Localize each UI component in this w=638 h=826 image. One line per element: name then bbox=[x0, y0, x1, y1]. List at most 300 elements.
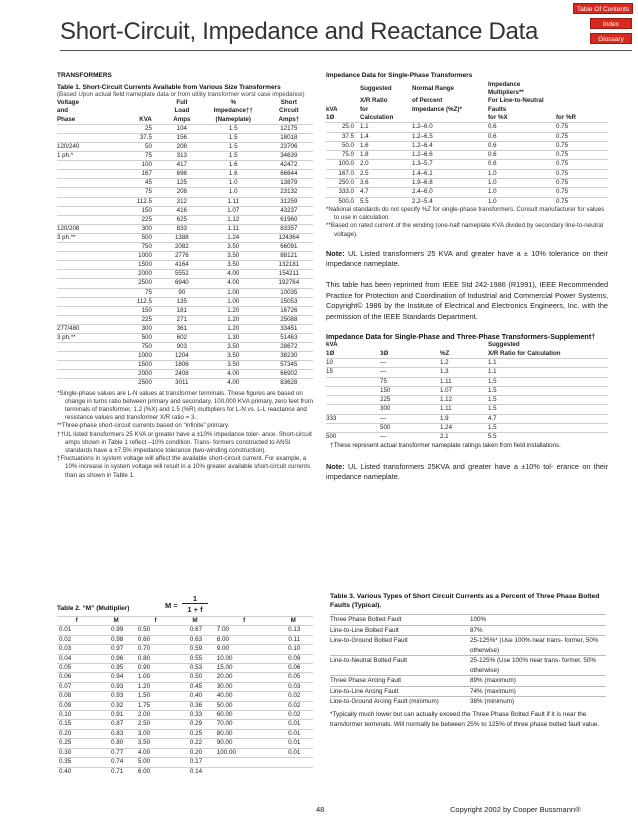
title-rule bbox=[60, 50, 632, 51]
table-row bbox=[57, 224, 313, 233]
supplement-cell: 1.24 bbox=[440, 424, 488, 433]
table2-cell: 0.02 bbox=[274, 701, 313, 710]
impedance-cell: 3.6 bbox=[360, 179, 412, 188]
table1-cell: 50 bbox=[118, 143, 162, 152]
page-title: Short-Circuit, Impedance and Reactance Data bbox=[60, 18, 539, 45]
table2-cell bbox=[274, 767, 313, 776]
table-row bbox=[57, 758, 313, 767]
table1-cell: 1.00 bbox=[202, 297, 265, 306]
table2-cell: 2.50 bbox=[136, 720, 175, 729]
table2 bbox=[57, 616, 313, 776]
table1-cell: 66091 bbox=[265, 243, 313, 252]
table-row bbox=[57, 626, 313, 635]
impedance-cell: 0.6 bbox=[488, 151, 556, 160]
table1-cell: 3011 bbox=[162, 379, 202, 388]
table1-cell: 3.50 bbox=[202, 361, 265, 370]
impedance-cell: 0.75 bbox=[556, 169, 608, 178]
table2-cell: 1.00 bbox=[136, 673, 175, 682]
table1-cell: 208 bbox=[162, 188, 202, 197]
table-row bbox=[57, 252, 313, 261]
table2-cell: 0.70 bbox=[136, 645, 175, 654]
table-row bbox=[330, 656, 606, 676]
table1-cell: 66902 bbox=[265, 370, 313, 379]
impedance-cell: 1.0 bbox=[488, 179, 556, 188]
table1-footnotes bbox=[57, 390, 313, 480]
table-row bbox=[57, 279, 313, 288]
table2-cell: 0.09 bbox=[57, 701, 96, 710]
supplement-cell: 1.11 bbox=[440, 377, 488, 386]
impedance-cell: 2.4–6.0 bbox=[412, 188, 488, 197]
table1-cell: 1000 bbox=[118, 352, 162, 361]
table2-cell: 0.15 bbox=[57, 720, 96, 729]
impedance-header-cell: X/R Ratio bbox=[360, 97, 388, 105]
group-label bbox=[57, 370, 118, 379]
table1-cell: 42472 bbox=[265, 161, 313, 170]
table2-cell: 50.00 bbox=[215, 701, 274, 710]
table-row bbox=[57, 767, 313, 776]
table1-cell: 132181 bbox=[265, 261, 313, 270]
table-row bbox=[326, 386, 608, 395]
table-row bbox=[326, 197, 608, 206]
footnote-text: Based on rated current of the winding (one-half nameplate KVA divided by secondary line-to-neutral voltage). bbox=[330, 222, 604, 238]
table2-cell: 0.35 bbox=[57, 758, 96, 767]
supplement-cell: 500 bbox=[326, 433, 380, 442]
table2-cell: 0.33 bbox=[175, 711, 214, 720]
table-row bbox=[57, 654, 313, 663]
table2-cell: 0.98 bbox=[96, 635, 135, 644]
table1-cell: 90 bbox=[162, 288, 202, 297]
table1-cell: 416 bbox=[162, 206, 202, 215]
table1-header-row bbox=[57, 107, 313, 115]
impedance-cell: 1.1 bbox=[360, 123, 412, 132]
impedance-cell: 1.8 bbox=[360, 151, 412, 160]
table1-cell: 150 bbox=[118, 306, 162, 315]
table1-cell: 300 bbox=[118, 324, 162, 333]
table-row bbox=[57, 370, 313, 379]
impedance-cell: 1.2–6.0 bbox=[412, 123, 488, 132]
table2-cell: 0.53 bbox=[175, 664, 214, 673]
table-row bbox=[57, 197, 313, 206]
impedance-header-cell bbox=[412, 114, 488, 123]
table-row bbox=[57, 215, 313, 224]
impedance-cell: 0.75 bbox=[556, 160, 608, 169]
table2-cell: 0.08 bbox=[57, 692, 96, 701]
footnote-mark: * bbox=[57, 389, 60, 397]
group-label bbox=[57, 379, 118, 388]
supplement-cell: 5.5 bbox=[488, 433, 608, 442]
table2-cell: 3.50 bbox=[136, 739, 175, 748]
impedance-cell: 0.75 bbox=[556, 141, 608, 150]
table-row bbox=[326, 123, 608, 132]
table2-cell: 40.00 bbox=[215, 692, 274, 701]
supplement-cell: 1.5 bbox=[488, 396, 608, 405]
table2-cell: 70.00 bbox=[215, 720, 274, 729]
table1-header-cell: Amps bbox=[173, 115, 191, 123]
supplement-cell: — bbox=[380, 358, 440, 367]
supplement-cell: 300 bbox=[380, 405, 440, 414]
impedance-cell: 4.7 bbox=[360, 188, 412, 197]
supplement-cell: 225 bbox=[380, 396, 440, 405]
table1-cell: 10035 bbox=[265, 288, 313, 297]
table1-header-cell: (Nameplate) bbox=[215, 115, 251, 123]
table-row bbox=[57, 379, 313, 388]
table-row bbox=[326, 396, 608, 405]
table1-cell: 38230 bbox=[265, 352, 313, 361]
group-label bbox=[57, 315, 118, 324]
table1-cell: 1.00 bbox=[202, 288, 265, 297]
table2-header-cell: f bbox=[215, 617, 274, 626]
table1-cell: 1.20 bbox=[202, 315, 265, 324]
table1-cell: 833 bbox=[162, 224, 202, 233]
table-row bbox=[57, 315, 313, 324]
section-heading: TRANSFORMERS bbox=[57, 72, 112, 79]
table1-cell: 15053 bbox=[265, 297, 313, 306]
table1-cell: 3.50 bbox=[202, 252, 265, 261]
table1-cell: 1.30 bbox=[202, 333, 265, 342]
table1-cell: 602 bbox=[162, 333, 202, 342]
supplement-cell: 1.2 bbox=[440, 358, 488, 367]
formula-denominator: 1 + f bbox=[187, 605, 203, 614]
impedance-cell: 1.6 bbox=[360, 141, 412, 150]
table2-cell: 0.13 bbox=[274, 626, 313, 635]
impedance-header-cell: of Percent bbox=[412, 97, 443, 105]
formula-numerator: 1 bbox=[182, 594, 208, 604]
table2-cell: 0.63 bbox=[175, 635, 214, 644]
group-label bbox=[57, 161, 118, 170]
group-label bbox=[57, 261, 118, 270]
fault-type: Line-to-Neutral Bolted Fault bbox=[330, 656, 470, 676]
table2-cell: 0.02 bbox=[57, 635, 96, 644]
supplement-cell: 1.12 bbox=[440, 396, 488, 405]
impedance-cell: 1.3–5.7 bbox=[412, 160, 488, 169]
table1-cell: 88121 bbox=[265, 252, 313, 261]
group-label bbox=[57, 297, 118, 306]
table1-header-cell: Voltage bbox=[57, 99, 79, 107]
table1-cell: 124364 bbox=[265, 233, 313, 242]
impedance-footnotes bbox=[326, 206, 608, 239]
table1-cell: 750 bbox=[118, 343, 162, 352]
table2-cell: 0.96 bbox=[96, 654, 135, 663]
table1-cell: 112.5 bbox=[118, 197, 162, 206]
group-label: 1 ph.* bbox=[57, 152, 118, 161]
impedance-cell: 1.2–6.5 bbox=[412, 132, 488, 141]
impedance-header-cell: kVA bbox=[326, 105, 338, 113]
table3-block bbox=[330, 592, 606, 730]
table2-header-row bbox=[57, 617, 313, 626]
supplement-cell: 1.5 bbox=[488, 386, 608, 395]
table2-cell: 0.36 bbox=[175, 701, 214, 710]
table1-cell: 2000 bbox=[118, 370, 162, 379]
table3 bbox=[330, 614, 606, 707]
supplement-cell: — bbox=[380, 433, 440, 442]
table2-header-cell: f bbox=[57, 617, 96, 626]
note-2 bbox=[326, 462, 608, 483]
fault-percent: 25-125% (Use 100% near trans- former, 50% otherwise) bbox=[470, 656, 606, 676]
table1-cell: 5552 bbox=[162, 270, 202, 279]
table-row bbox=[57, 152, 313, 161]
table-row bbox=[57, 664, 313, 673]
table1-cell: 500 bbox=[118, 233, 162, 242]
impedance-cell: 0.75 bbox=[556, 132, 608, 141]
table-row bbox=[57, 343, 313, 352]
table1-cell: 135 bbox=[162, 297, 202, 306]
table1-cell: 34639 bbox=[265, 152, 313, 161]
table-row bbox=[57, 297, 313, 306]
table2-cell: 0.94 bbox=[96, 673, 135, 682]
footnote-text: Fluctuations in system voltage will affect the available short-circuit current. For example, a 10% increase in system voltage will result in a 10% greater available short-circuit currents than as shown in Table 1. bbox=[60, 455, 311, 479]
table1-cell: 625 bbox=[162, 215, 202, 224]
table2-cell: 0.59 bbox=[175, 645, 214, 654]
table1-header-cell: Phase bbox=[57, 115, 76, 123]
table1-cell: 300 bbox=[118, 224, 162, 233]
impedance-header-row bbox=[326, 97, 608, 105]
fault-type: Three Phase Arcing Fault bbox=[330, 676, 470, 687]
table1-header-row bbox=[57, 116, 313, 125]
supplement-cell bbox=[326, 424, 380, 433]
table1-header-cell: % bbox=[230, 99, 236, 107]
table-row bbox=[330, 636, 606, 656]
impedance-header-cell: for bbox=[360, 105, 369, 113]
impedance-cell: 0.75 bbox=[556, 188, 608, 197]
table1-cell: 61960 bbox=[265, 215, 313, 224]
table1-cell: 361 bbox=[162, 324, 202, 333]
table2-cell: 0.60 bbox=[136, 635, 175, 644]
table1-cell: 154211 bbox=[265, 270, 313, 279]
note-2-text: UL Listed transformers 25KVA and greater have a ±10% tol- erance on their impedance nameplate. bbox=[326, 461, 608, 482]
table1-cell: 57345 bbox=[265, 361, 313, 370]
table1-header-cell: Amps† bbox=[278, 115, 300, 123]
table1-cell: 750 bbox=[118, 243, 162, 252]
reprint-paragraph: This table has been reprinted from IEEE Std 242-1986 (R1991), IEEE Recommended Practice for Protection and Coordination of Industrial and Commercial Power Systems, Copyright© 1986 by the Institute of Electrical and Electronics Engineers, Inc. with the permission of the IEEE Standards Department. bbox=[326, 279, 608, 321]
impedance-header-cell: Calculation bbox=[360, 114, 394, 122]
supplement-cell: 1.5 bbox=[488, 405, 608, 414]
group-label bbox=[57, 170, 118, 179]
table2-cell: 0.03 bbox=[57, 645, 96, 654]
table1-cell: 31259 bbox=[265, 197, 313, 206]
group-label bbox=[57, 197, 118, 206]
table1-cell: 33451 bbox=[265, 324, 313, 333]
table1-header-row bbox=[57, 99, 313, 107]
table-row bbox=[330, 676, 606, 687]
table2-cell: 0.93 bbox=[96, 682, 135, 691]
impedance-header-cell bbox=[556, 97, 608, 105]
table-row bbox=[57, 673, 313, 682]
group-label bbox=[57, 179, 118, 188]
table1-cell: 83357 bbox=[265, 224, 313, 233]
supplement-cell: 1.5 bbox=[488, 424, 608, 433]
table1-cell: 1204 bbox=[162, 352, 202, 361]
impedance-cell: 0.75 bbox=[556, 151, 608, 160]
table-of-contents-button[interactable]: Table Of Contents bbox=[573, 3, 633, 14]
table1-cell: 37.5 bbox=[118, 133, 162, 142]
table-row bbox=[57, 739, 313, 748]
table2-cell: 0.11 bbox=[274, 635, 313, 644]
table1-cell: 1.20 bbox=[202, 324, 265, 333]
table-row bbox=[57, 179, 313, 188]
impedance-cell: 37.5 bbox=[326, 132, 360, 141]
group-label bbox=[57, 306, 118, 315]
group-label: 120/240 bbox=[57, 143, 118, 152]
table1-header-cell: and bbox=[57, 107, 69, 115]
table-row bbox=[57, 701, 313, 710]
table2-cell: 0.99 bbox=[96, 626, 135, 635]
table2-cell: 80.00 bbox=[215, 729, 274, 738]
table-row bbox=[57, 206, 313, 215]
table2-cell: 10.00 bbox=[215, 654, 274, 663]
table2-cell: 0.95 bbox=[96, 664, 135, 673]
fault-percent: 74% (maximum) bbox=[470, 686, 606, 697]
table-row bbox=[330, 686, 606, 697]
table1-cell: 12175 bbox=[265, 124, 313, 133]
table-row bbox=[57, 720, 313, 729]
table2-cell: 0.77 bbox=[96, 748, 135, 757]
table1-cell: 4164 bbox=[162, 261, 202, 270]
table1-cell: 2082 bbox=[162, 243, 202, 252]
impedance-cell: 250.0 bbox=[326, 179, 360, 188]
table1-cell: 18018 bbox=[265, 133, 313, 142]
table-row bbox=[326, 377, 608, 386]
group-label bbox=[57, 206, 118, 215]
table2-cell: 0.01 bbox=[274, 739, 313, 748]
impedance-cell: 333.0 bbox=[326, 188, 360, 197]
table1-cell: 112.5 bbox=[118, 297, 162, 306]
table1-cell: 125 bbox=[162, 179, 202, 188]
group-label bbox=[57, 288, 118, 297]
table2-cell: 0.06 bbox=[274, 664, 313, 673]
table-row bbox=[57, 306, 313, 315]
table-row bbox=[326, 132, 608, 141]
table-row bbox=[326, 160, 608, 169]
table-row bbox=[326, 358, 608, 367]
table2-cell: 8.00 bbox=[215, 635, 274, 644]
table1-cell: 1806 bbox=[162, 361, 202, 370]
supplement-cell: 10 bbox=[326, 358, 380, 367]
table1-cell: 3.50 bbox=[202, 352, 265, 361]
table-row bbox=[57, 270, 313, 279]
index-button[interactable]: Index bbox=[590, 18, 632, 29]
table1-cell: 1.6 bbox=[202, 161, 265, 170]
supplement-cell: 2.1 bbox=[440, 433, 488, 442]
table-row bbox=[326, 169, 608, 178]
table-row bbox=[57, 333, 313, 342]
impedance-cell: 50.0 bbox=[326, 141, 360, 150]
fault-percent: 38% (minimum) bbox=[470, 697, 606, 707]
impedance-cell: 75.0 bbox=[326, 151, 360, 160]
footnote-mark: †† bbox=[57, 430, 64, 438]
table1-cell: 1000 bbox=[118, 252, 162, 261]
table-row bbox=[326, 368, 608, 377]
impedance-header-cell: Impedance Multipliers** bbox=[488, 81, 524, 97]
impedance-header-cell: Suggested bbox=[360, 85, 392, 93]
table1-cell: 104 bbox=[162, 124, 202, 133]
table1-note: (Based Upon actual field nameplate data or from utility transformer worst case impedance) bbox=[57, 91, 305, 98]
table1-cell: 16726 bbox=[265, 306, 313, 315]
impedance-cell: 1.4–6.1 bbox=[412, 169, 488, 178]
table2-cell: 0.06 bbox=[57, 673, 96, 682]
supplement-note bbox=[326, 442, 608, 450]
impedance-header-cell: For Line-to-Neutral bbox=[488, 97, 544, 105]
impedance-cell: 167.0 bbox=[326, 169, 360, 178]
impedance-cell: 1.2–6.4 bbox=[412, 141, 488, 150]
impedance-cell: 2.2–5.4 bbox=[412, 197, 488, 206]
table2-header-cell: M bbox=[274, 617, 313, 626]
table1-cell: 4.00 bbox=[202, 279, 265, 288]
supplement-cell: 1.11 bbox=[440, 405, 488, 414]
table1-header-cell: Short bbox=[280, 99, 297, 107]
table2-cell: 0.10 bbox=[57, 711, 96, 720]
glossary-button[interactable]: Glossary bbox=[590, 33, 632, 44]
table1-cell: 167 bbox=[118, 170, 162, 179]
table2-cell: 100.00 bbox=[215, 748, 274, 757]
fault-type: Line-to-Ground Bolted Fault bbox=[330, 636, 470, 656]
table2-cell: 4.00 bbox=[136, 748, 175, 757]
fault-type: Line-to-Line Arcing Fault bbox=[330, 686, 470, 697]
supplement-cell: 150 bbox=[380, 386, 440, 395]
table1-cell: 192764 bbox=[265, 279, 313, 288]
table-row bbox=[57, 143, 313, 152]
table2-cell bbox=[215, 758, 274, 767]
table2-cell: 0.83 bbox=[96, 729, 135, 738]
supplement-cell: 15 bbox=[326, 368, 380, 377]
table1-header-cell bbox=[118, 107, 162, 115]
supplement-cell: 1.1 bbox=[488, 368, 608, 377]
table2-cell: 0.09 bbox=[274, 654, 313, 663]
group-label: 120/208 bbox=[57, 224, 118, 233]
table1-cell: 313 bbox=[162, 152, 202, 161]
impedance-footnote bbox=[326, 222, 608, 238]
table1-cell: 1.5 bbox=[202, 124, 265, 133]
supplement-cell: 1.1 bbox=[488, 358, 608, 367]
formula-lhs: M = bbox=[165, 601, 178, 610]
table2-cell: 0.97 bbox=[96, 645, 135, 654]
footnote-mark: ** bbox=[326, 222, 331, 230]
table1-cell: 2000 bbox=[118, 270, 162, 279]
right-column bbox=[326, 72, 608, 483]
footnote-mark: † bbox=[57, 455, 61, 463]
table1-cell: 3.50 bbox=[202, 261, 265, 270]
table1-cell: 1.0 bbox=[202, 188, 265, 197]
table1-cell: 1.11 bbox=[202, 224, 265, 233]
table2-cell: 0.40 bbox=[57, 767, 96, 776]
supplement-title: Impedance Data for Single-Phase and Three-Phase Transformers-Supplement† bbox=[326, 332, 596, 342]
table2-cell: 0.55 bbox=[175, 654, 214, 663]
supplement-note-mark: † bbox=[330, 441, 334, 449]
table1-cell: 75 bbox=[118, 188, 162, 197]
group-label bbox=[57, 215, 118, 224]
supplement-header-row bbox=[326, 350, 608, 359]
impedance-cell: 25.0 bbox=[326, 123, 360, 132]
table-row bbox=[57, 352, 313, 361]
impedance-cell: 0.6 bbox=[488, 132, 556, 141]
impedance-cell: 1.0 bbox=[488, 197, 556, 206]
table-row bbox=[57, 233, 313, 242]
table1-cell: 66644 bbox=[265, 170, 313, 179]
table1-cell: 1500 bbox=[118, 261, 162, 270]
table1-cell: 2776 bbox=[162, 252, 202, 261]
table-row bbox=[57, 361, 313, 370]
table2-header-cell: M bbox=[96, 617, 135, 626]
impedance-cell: 0.6 bbox=[488, 141, 556, 150]
supplement-cell: — bbox=[380, 414, 440, 423]
impedance-cell: 1.0 bbox=[488, 188, 556, 197]
table-row bbox=[57, 161, 313, 170]
group-label: 3 ph.** bbox=[57, 333, 118, 342]
table-row bbox=[326, 414, 608, 423]
impedance-cell: 0.6 bbox=[488, 123, 556, 132]
table-row bbox=[57, 324, 313, 333]
table1-cell: 4.00 bbox=[202, 270, 265, 279]
table2-cell: 0.05 bbox=[274, 673, 313, 682]
